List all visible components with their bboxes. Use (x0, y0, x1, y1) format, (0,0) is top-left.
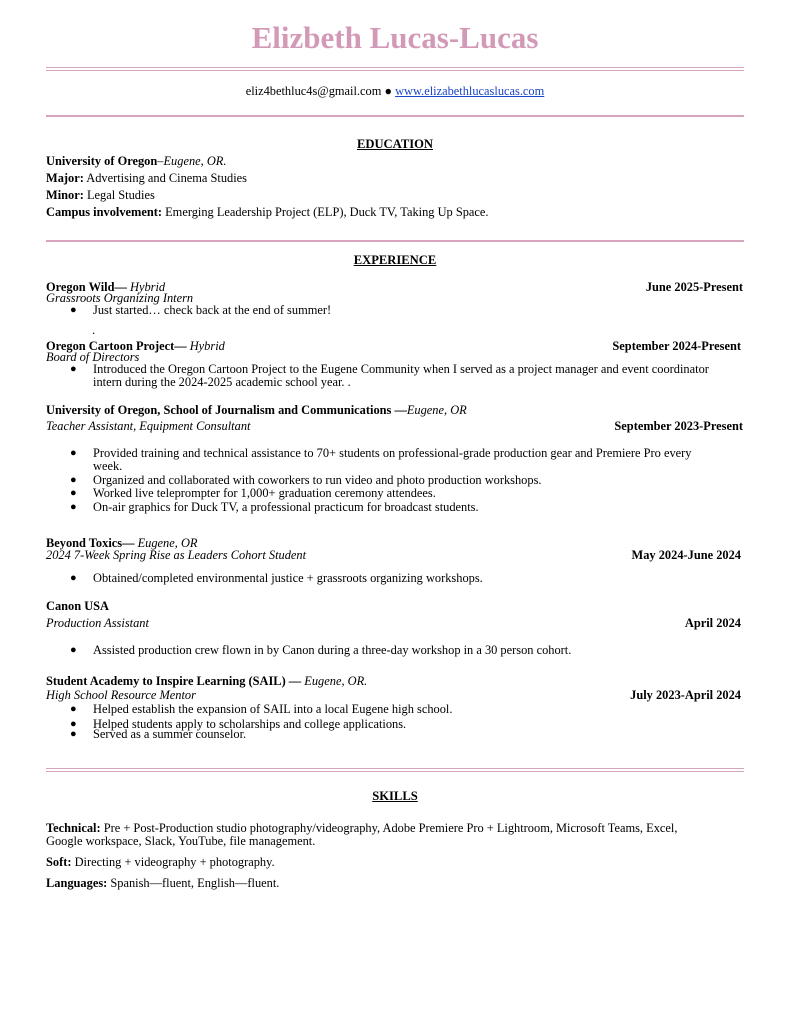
job-date: July 2023-April 2024 (630, 688, 741, 702)
job-org: Beyond Toxics— (46, 536, 135, 550)
job-role: Production Assistant (46, 616, 149, 630)
job-location: Hybrid (130, 280, 166, 294)
school-name: University of Oregon (46, 154, 158, 168)
job-bullet: Obtained/completed environmental justice + grassroots organizing workshops. (93, 571, 483, 585)
soft-label: Soft: (46, 855, 72, 869)
bullet-icon: ● (70, 501, 77, 513)
job-org: Oregon Cartoon Project— (46, 339, 187, 353)
website-link[interactable]: www.elizabethlucaslucas.com (395, 84, 545, 98)
bullet-icon: ● (70, 718, 77, 730)
bullet-icon: ● (70, 703, 77, 715)
languages-label: Languages: (46, 876, 108, 890)
bullet-icon: ● (70, 572, 77, 584)
job-role: 2024 7-Week Spring Rise as Leaders Cohort Student (46, 548, 307, 562)
job-bullet-continued: week. (93, 459, 123, 473)
job-date: September 2024-Present (612, 339, 741, 353)
bullet-icon: ● (70, 644, 77, 656)
bullet-icon: ● (70, 363, 77, 375)
job-org-line (46, 403, 467, 417)
school-location: Eugene, OR. (163, 154, 227, 168)
bullet-icon: ● (70, 474, 77, 486)
job-org-line (46, 674, 367, 688)
job-bullet: Organized and collaborated with coworkers to run video and photo production workshops. (93, 473, 542, 487)
job-bullet: Provided training and technical assistance to 70+ students on professional-grade production gear and Premiere Pro every (93, 446, 692, 460)
technical-value: Pre + Post-Production studio photography/videography, Adobe Premiere Pro + Lightroom, Microsoft Teams, Excel, (103, 821, 678, 835)
campus-value: Emerging Leadership Project (ELP), Duck TV, Taking Up Space. (165, 205, 489, 219)
languages-value: Spanish—fluent, English—fluent. (110, 876, 280, 890)
skills-heading: SKILLS (372, 789, 418, 803)
education-campus-line (46, 205, 489, 219)
education-school-line (46, 154, 226, 168)
job-org: Student Academy to Inspire Learning (SAIL) — (46, 674, 302, 688)
job-location: Eugene, OR (137, 536, 198, 550)
job-org: University of Oregon, School of Journalism and Communications — (46, 403, 407, 417)
technical-label: Technical: (46, 821, 101, 835)
bullet-icon: ● (70, 487, 77, 499)
bullet-icon: ● (70, 304, 77, 316)
job-bullet: Introduced the Oregon Cartoon Project to the Eugene Community when I served as a project manager and event coordinator (93, 362, 709, 376)
job-org: Canon USA (46, 599, 110, 613)
minor-value: Legal Studies (86, 188, 155, 202)
job-date: April 2024 (684, 616, 741, 630)
bullet-icon: ● (70, 447, 77, 459)
job-role: Teacher Assistant, Equipment Consultant (46, 419, 251, 433)
job-location: Eugene, OR (406, 403, 467, 417)
resume-name: Elizbeth Lucas-Lucas (251, 20, 539, 55)
job-date: September 2023-Present (614, 419, 743, 433)
header-divider-top (46, 67, 744, 68)
job-bullet: Worked live teleprompter for 1,000+ graduation ceremony attendees. (93, 486, 436, 500)
campus-label: Campus involvement: (46, 205, 162, 219)
education-minor-line (46, 188, 155, 202)
job-role: High School Resource Mentor (46, 688, 196, 702)
experience-heading: EXPERIENCE (353, 253, 437, 267)
job-bullet-continued: intern during the 2024-2025 academic school year. . (93, 375, 351, 389)
header-divider-bottom (46, 115, 744, 117)
job-bullet: On-air graphics for Duck TV, a professional practicum for broadcast students. (93, 500, 479, 514)
soft-value: Directing + videography + photography. (74, 855, 275, 869)
skills-technical-continued: Google workspace, Slack, YouTube, file management. (46, 834, 316, 848)
stray-mark: . (92, 323, 96, 337)
experience-divider (46, 768, 744, 769)
contact-line (0, 84, 790, 98)
skills-soft-line (46, 855, 275, 869)
job-bullet: Helped students apply to scholarships and college applications. (93, 717, 407, 731)
job-location: Eugene, OR. (304, 674, 368, 688)
major-value: Advertising and Cinema Studies (86, 171, 247, 185)
education-major-line (46, 171, 247, 185)
job-location: Hybrid (189, 339, 225, 353)
minor-label: Minor: (46, 188, 84, 202)
job-role: Board of Directors (46, 350, 140, 364)
job-date: June 2025-Present (645, 280, 743, 294)
email-text: eliz4bethluc4s@gmail.com (245, 84, 382, 98)
education-divider (46, 240, 744, 242)
school-separator: – (157, 154, 164, 168)
job-bullet: Served as a summer counselor. (93, 727, 247, 741)
education-heading: EDUCATION (356, 137, 434, 151)
major-label: Major: (46, 171, 84, 185)
job-bullet: Assisted production crew flown in by Canon during a three-day workshop in a 30 person cohort. (93, 643, 572, 657)
job-role: Grassroots Organizing Intern (46, 291, 194, 305)
job-org: Oregon Wild— (46, 280, 127, 294)
job-bullet: Just started… check back at the end of summer! (93, 303, 332, 317)
skills-languages-line (46, 876, 279, 890)
job-bullet: Helped establish the expansion of SAIL into a local Eugene high school. (93, 702, 453, 716)
bullet-icon: ● (70, 728, 77, 740)
job-date: May 2024-June 2024 (631, 548, 741, 562)
contact-separator: ● (384, 84, 392, 98)
